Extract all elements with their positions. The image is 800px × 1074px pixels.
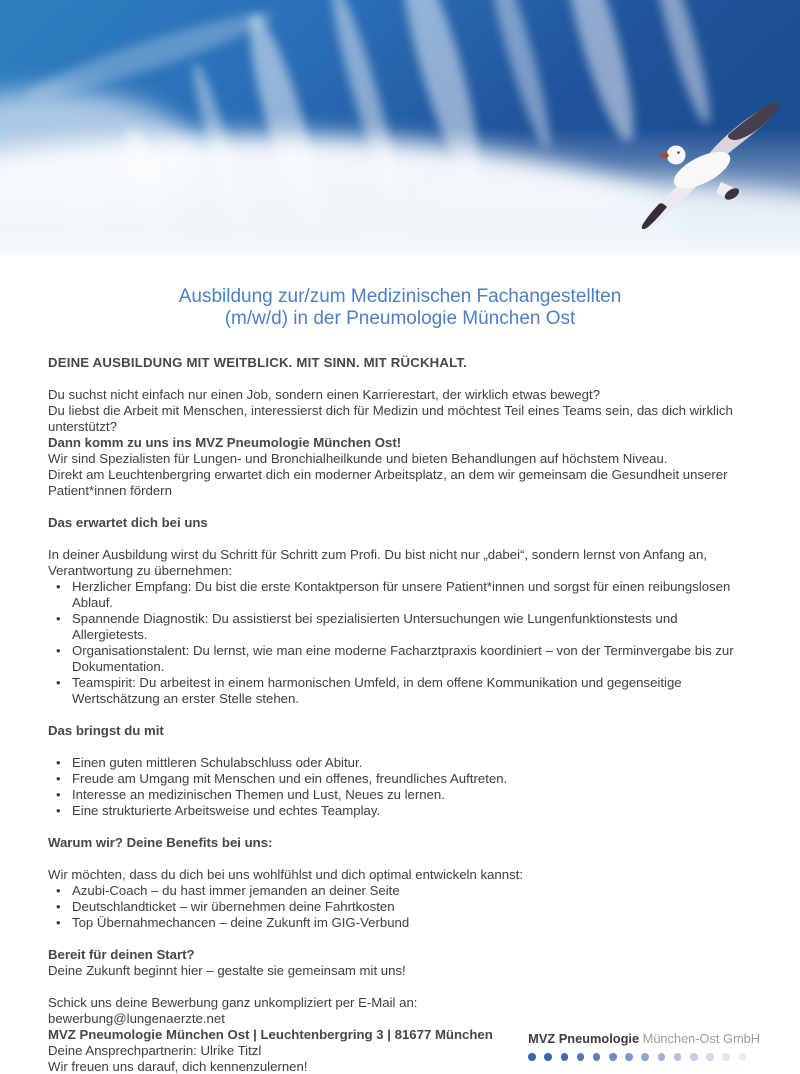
sky-photo-graphic — [0, 0, 800, 255]
contact-address: MVZ Pneumologie München Ost | Leuchtenbergring 3 | 81677 München — [48, 1027, 493, 1042]
logo-dot — [690, 1053, 698, 1061]
logo-dot — [641, 1053, 649, 1061]
section-heading-bringst: Das bringst du mit — [48, 723, 164, 738]
list-item: • Deutschlandticket – wir übernehmen deine Fahrtkosten — [48, 899, 754, 915]
company-logo-name-bold: MVZ Pneumologie — [528, 1031, 640, 1046]
logo-dot — [593, 1053, 601, 1061]
list-item: • Interesse an medizinischen Themen und Lust, Neues zu lernen. — [48, 787, 754, 803]
list-item: • Azubi-Coach – du hast immer jemanden an deiner Seite — [48, 883, 754, 899]
logo-dots — [528, 1053, 760, 1061]
page-title-line1: Ausbildung zur/zum Medizinischen Fachangestellten — [178, 286, 622, 307]
logo-dot — [674, 1053, 682, 1061]
benefits-bullet-list — [48, 883, 754, 931]
contact-person: Deine Ansprechpartnerin: Ulrike Titzl — [48, 1043, 262, 1058]
benefits-intro: Wir möchten, dass du dich bei uns wohlfühlst und dich optimal entwickeln kannst: — [48, 867, 523, 882]
list-item: • Einen guten mittleren Schulabschluss oder Abitur. — [48, 755, 754, 771]
logo-dot — [658, 1053, 666, 1061]
logo-dot — [706, 1053, 714, 1061]
company-logo — [528, 1031, 760, 1061]
contact-intro: Schick uns deine Bewerbung ganz unkompliziert per E-Mail an: — [48, 995, 418, 1010]
contact-email-row — [48, 1011, 754, 1027]
logo-dot — [544, 1053, 552, 1061]
list-item: • Eine strukturierte Arbeitsweise und echtes Teamplay. — [48, 803, 754, 819]
section-heading-benefits: Warum wir? Deine Benefits bei uns: — [48, 835, 273, 850]
list-item: • Herzlicher Empfang: Du bist die erste Kontaktperson für unsere Patient*innen und sorgst für einen reibungslosen Ablauf. — [48, 579, 754, 611]
list-item: • Organisationstalent: Du lernst, wie man eine moderne Facharztpraxis koordiniert – von der Terminvergabe bis zur Dokumentation. — [48, 643, 754, 675]
erwartet-intro: In deiner Ausbildung wirst du Schritt für Schritt zum Profi. Du bist nicht nur „dabei“, sondern lernst von Anfang an, Verantwortung zu übernehmen: — [48, 547, 707, 578]
page-title-line2: (m/w/d) in der Pneumologie München Ost — [224, 308, 576, 329]
logo-dot — [739, 1053, 747, 1061]
erwartet-bullet-list — [48, 579, 754, 707]
section-heading-erwartet: Das erwartet dich bei uns — [48, 515, 208, 530]
intro-location: Direkt am Leuchtenbergring erwartet dich ein moderner Arbeitsplatz, an dem wir gemeinsam die Gesundheit unserer Patient*innen fördern — [48, 467, 728, 498]
lead-heading: DEINE AUSBILDUNG MIT WEITBLICK. MIT SINN. MIT RÜCKHALT. — [48, 355, 468, 370]
list-item: • Spannende Diagnostik: Du assistierst bei spezialisierten Untersuchungen wie Lungenfunktionstests und Allergietests. — [48, 611, 754, 643]
list-item: • Top Übernahmechancen – deine Zukunft im GIG-Verbund — [48, 915, 754, 931]
contact-closing: Wir freuen uns darauf, dich kennenzulernen! — [48, 1059, 308, 1074]
intro-question-1: Du suchst nicht einfach nur einen Job, sondern einen Karrierestart, der wirklich etwas bewegt? — [48, 387, 600, 402]
company-logo-name-light: München-Ost GmbH — [642, 1031, 760, 1046]
logo-dot — [528, 1053, 536, 1061]
logo-dot — [609, 1053, 617, 1061]
email-link[interactable]: bewerbung@lungenaerzte.net — [48, 1011, 225, 1026]
section-heading-start: Bereit für deinen Start? — [48, 947, 195, 962]
intro-cta: Dann komm zu uns ins MVZ Pneumologie München Ost! — [48, 435, 402, 450]
list-item: • Teamspirit: Du arbeitest in einem harmonischen Umfeld, in dem offene Kommunikation und gegenseitige Wertschätzung an erster Stelle stehen. — [48, 675, 754, 707]
logo-dot — [577, 1053, 585, 1061]
spacer — [48, 979, 754, 995]
start-line: Deine Zukunft beginnt hier – gestalte sie gemeinsam mit uns! — [48, 963, 406, 978]
list-item: • Freude am Umgang mit Menschen und ein offenes, freundliches Auftreten. — [48, 771, 754, 787]
sky-header-photo — [0, 0, 800, 255]
intro-question-2: Du liebst die Arbeit mit Menschen, interessierst dich für Medizin und möchtest Teil eines Teams sein, das dich wirklich unterstützt? — [48, 403, 733, 434]
logo-dot — [625, 1053, 633, 1061]
intro-specialists: Wir sind Spezialisten für Lungen- und Bronchialheilkunde und bieten Behandlungen auf höchstem Niveau. — [48, 451, 668, 466]
company-logo-name — [528, 1031, 760, 1046]
logo-dot — [722, 1053, 730, 1061]
logo-dot — [561, 1053, 569, 1061]
job-ad-body — [0, 330, 800, 1074]
bringst-bullet-list — [48, 755, 754, 819]
page-title — [50, 286, 750, 330]
